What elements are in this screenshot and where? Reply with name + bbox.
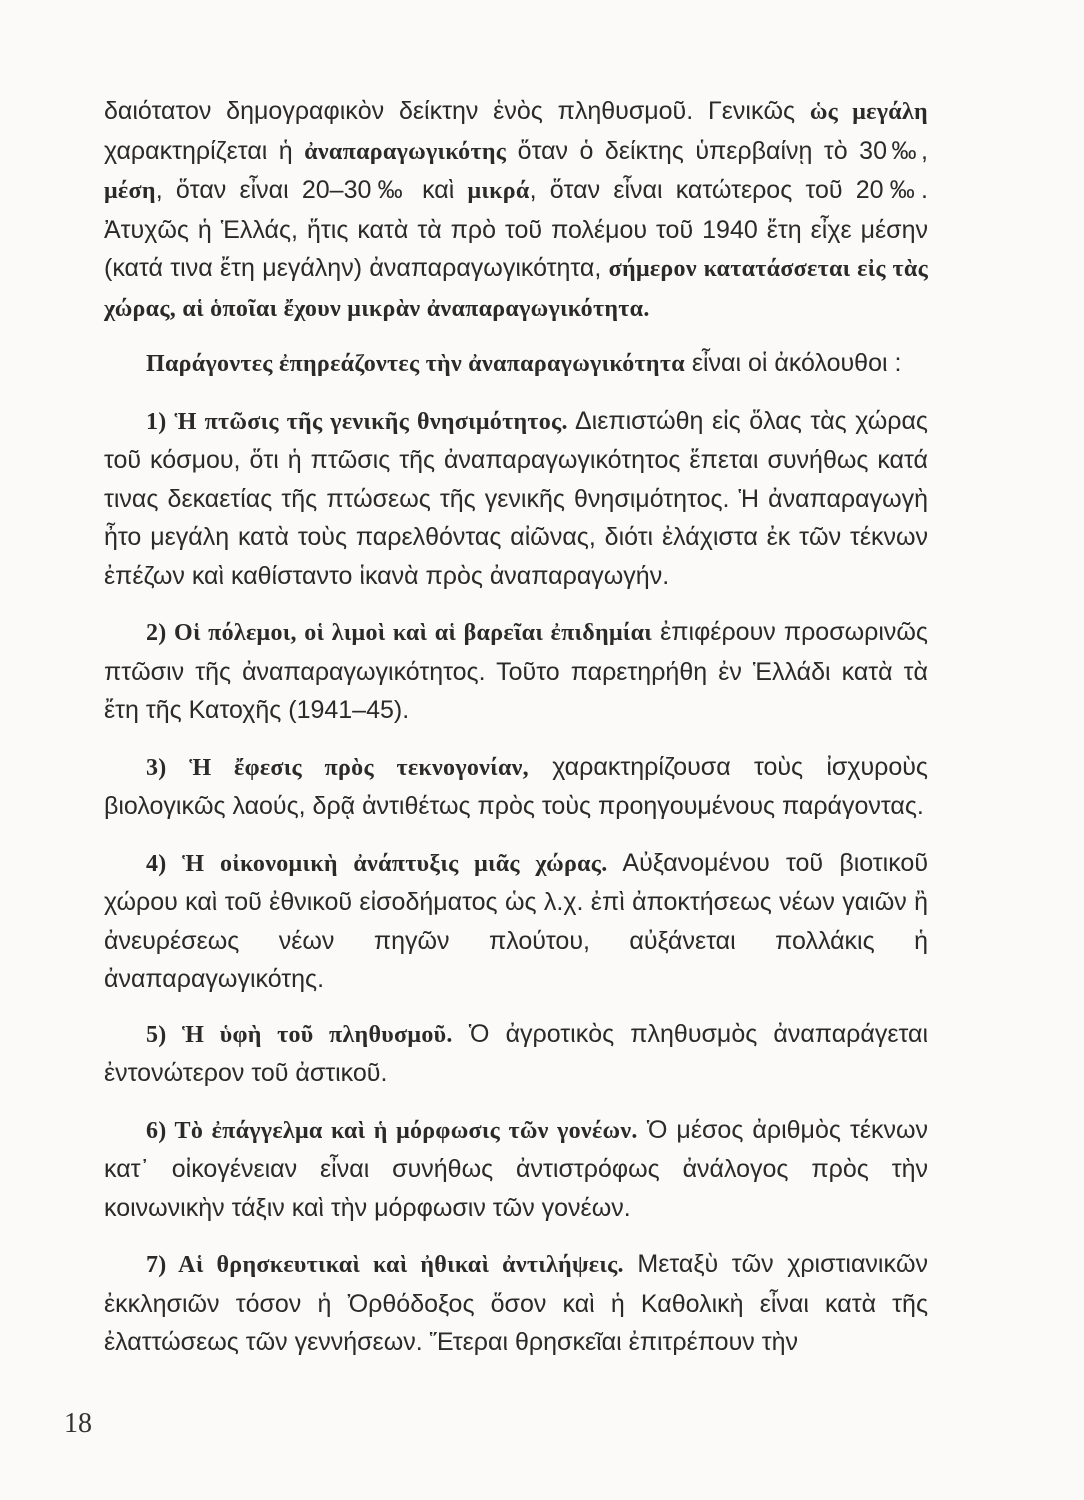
page-body	[104, 92, 928, 1362]
paragraph-factor-4	[104, 844, 928, 999]
paragraph-factor-3	[104, 748, 928, 826]
text-run: , ὅταν εἶναι 20–30‰ καὶ	[155, 176, 468, 204]
emphasis-text: 2) Οἱ πόλεμοι, οἱ λιμοὶ καὶ αἱ βαρεῖαι ἐπιδημίαι	[146, 620, 653, 646]
paragraph-factor-2	[104, 613, 928, 730]
paragraph-factor-1	[104, 402, 928, 596]
paragraph-factor-5	[104, 1015, 928, 1093]
page-number: 18	[64, 1408, 92, 1439]
paragraph-factors-heading	[104, 344, 928, 384]
emphasis-text: 6) Τὸ ἐπάγγελμα καὶ ἡ μόρφωσις τῶν γονέων.	[146, 1117, 638, 1144]
emphasis-text: 4) Ἡ οἰκονομικὴ ἀνάπτυξις μιᾶς χώρας.	[146, 850, 608, 877]
emphasis-text: 3) Ἡ ἔφεσις πρὸς τεκνογονίαν,	[146, 754, 529, 781]
emphasis-text: ἀναπαραγωγικότης	[304, 138, 507, 165]
paragraph-intro	[104, 92, 928, 328]
text-run: χαρακτηρίζουσα τοὺς ἰσχυροὺς βιολογικῶς λαούς, δρᾷ ἀντιθέτως πρὸς τοὺς προηγουμένους παράγοντας.	[104, 752, 928, 820]
text-run: ὅταν ὁ δείκτης ὑπερβαίνῃ τὸ 30‰,	[506, 136, 928, 165]
text-run: εἶναι οἱ ἀκόλουθοι :	[684, 349, 902, 377]
emphasis-text: 5) Ἡ ὑφὴ τοῦ πληθυσμοῦ.	[146, 1021, 453, 1048]
text-run: Ὁ μέσος ἀριθμὸς τέκνων κατ᾽ οἰκογένειαν εἶναι συνήθως ἀντιστρόφως ἀνάλογος πρὸς τὴν κοινωνικὴν τάξιν καὶ τὴν μόρφωσιν τῶν γονέων.	[104, 1115, 928, 1222]
emphasis-text: μικρά	[467, 178, 530, 204]
text-run: δαιότατον δημογραφικὸν δείκτην ἑνὸς πληθυσμοῦ. Γενικῶς	[104, 97, 810, 125]
text-run: Μεταξὺ τῶν χριστιανικῶν ἐκκλησιῶν τόσον ἡ Ὀρθόδοξος ὅσον καὶ ἡ Καθολικὴ εἶναι κατὰ τῆς ἐλαττώσεως τῶν γεννήσεων. Ἕτεραι θρησκεῖαι ἐπιτρέπουν τὴν	[104, 1250, 928, 1356]
text-run: Διεπιστώθη εἰς ὅλας τὰς χώρας τοῦ κόσμου, ὅτι ἡ πτῶσις τῆς ἀναπαραγωγικότητος ἕπεται συνήθως κατά τινας δεκαετίας τῆς πτώσεως τῆς γενικῆς θνησιμότητος. Ἡ ἀναπαραγωγὴ ἦτο μεγάλη κατὰ τοὺς παρελθόντας αἰῶνας, διότι ἐλάχιστα ἐκ τῶν τέκνων ἐπέζων καὶ καθίσταντο ἱκανὰ πρὸς ἀναπαραγωγήν.	[104, 406, 928, 590]
emphasis-text: μέση	[104, 178, 156, 204]
text-run: , ὅταν εἶναι κατώτερος τοῦ 20‰. Ἀτυχῶς ἡ Ἑλλάς, ἥτις κατὰ τὰ πρὸ τοῦ πολέμου τοῦ 1940 ἔτη εἶχε μέσην (κατά τινα ἔτη μεγάλην) ἀναπαραγωγικότητα,	[104, 176, 929, 282]
emphasis-text: 7) Αἱ θρησκευτικαὶ καὶ ἠθικαὶ ἀντιλήψεις.	[146, 1252, 624, 1278]
emphasis-text: ὡς μεγάλη	[809, 99, 928, 125]
emphasis-text: σήμερον κατατάσσεται εἰς τὰς χώρας, αἱ ὁποῖαι ἔχουν μικρὰν ἀναπαραγωγικότητα.	[104, 256, 928, 322]
emphasis-text: 1) Ἡ πτῶσις τῆς γενικῆς θνησιμότητος.	[146, 408, 568, 435]
paragraph-factor-7	[104, 1245, 928, 1362]
text-run: ἐπιφέρουν προσωρινῶς πτῶσιν τῆς ἀναπαραγωγικότητος. Τοῦτο παρετηρήθη ἐν Ἑλλάδι κατὰ τὰ ἔτη τῆς Κατοχῆς (1941–45).	[104, 618, 928, 724]
text-run: Ὁ ἀγροτικὸς πληθυσμὸς ἀναπαράγεται ἐντονώτερον τοῦ ἀστικοῦ.	[104, 1019, 928, 1087]
paragraph-factor-6	[104, 1111, 928, 1228]
text-run: Αὐξανομένου τοῦ βιοτικοῦ χώρου καὶ τοῦ ἐθνικοῦ εἰσοδήματος ὡς λ.χ. ἐπὶ ἀποκτήσεως νέων γαιῶν ἢ ἀνευρέσεως νέων πηγῶν πλούτου, αὐξάνεται πολλάκις ἡ ἀναπαραγωγικότης.	[104, 848, 929, 993]
emphasis-text: Παράγοντες ἐπηρεάζοντες τὴν ἀναπαραγωγικότητα	[146, 351, 685, 377]
text-run: χαρακτηρίζεται ἡ	[104, 136, 305, 165]
